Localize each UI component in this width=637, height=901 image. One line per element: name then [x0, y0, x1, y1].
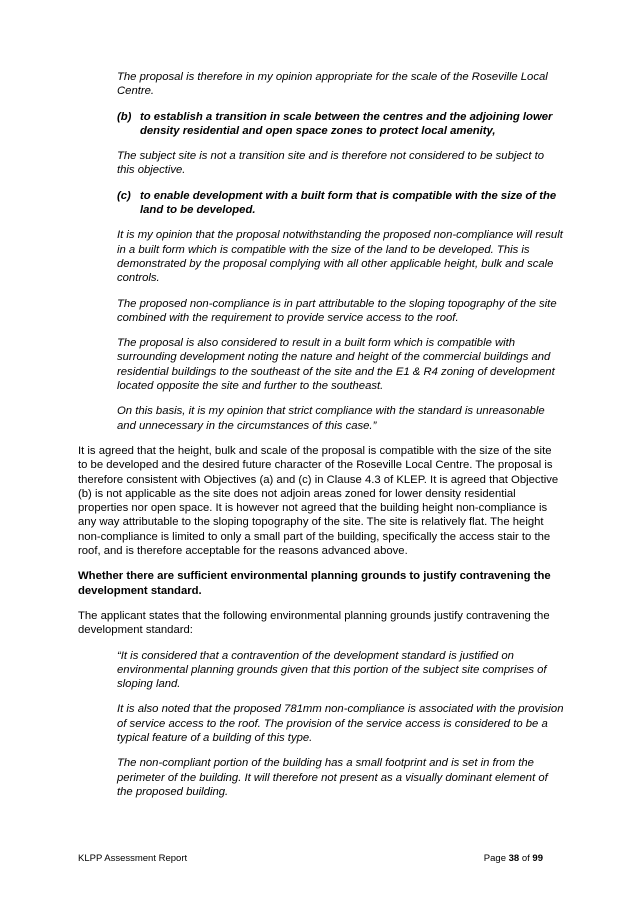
- quote-paragraph: The subject site is not a transition site and is therefore not considered to be subject to this objective.: [117, 150, 545, 177]
- section-heading: Whether there are sufficient environmental planning grounds to justify contravening the development standard.: [78, 570, 551, 597]
- page-prefix: Page: [483, 853, 506, 864]
- page-current: 38: [508, 853, 520, 864]
- quote-paragraph: The non-compliant portion of the building has a small footprint and is set in from the perimeter of the building. It will therefore not present as a visually dominant element of the proposed building.: [117, 757, 548, 798]
- quote-block-1: [117, 70, 564, 99]
- applicant-intro: The applicant states that the following environmental planning grounds justify contravening the development standard:: [78, 609, 550, 637]
- objective-b-text: to establish a transition in scale between the centres and the adjoining lower density residential and open space zones to protect local amenity,: [140, 110, 553, 137]
- objective-c-text: to enable development with a built form that is compatible with the size of the land to be developed.: [140, 189, 557, 217]
- objective-c: [117, 189, 564, 218]
- quote-paragraph: It is my opinion that the proposal notwithstanding the proposed non-compliance will result in a built form which is compatible with the size of the land to be developed. This is demonstrated by the proposal complying with all other applicable height, bulk and scale controls.: [117, 229, 563, 285]
- quote-paragraph: “It is considered that a contravention of the development standard is justified on environmental planning grounds given that this portion of the subject site comprises of sloping land.: [117, 649, 547, 691]
- quote-paragraph: The proposal is therefore in my opinion appropriate for the scale of the Roseville Local Centre.: [117, 71, 548, 98]
- page-total: 99: [532, 853, 543, 864]
- quote-paragraph: It is also noted that the proposed 781mm non-compliance is associated with the provision of service access to the roof. The provision of the service access is considered to be a typical feature of a building of this type.: [117, 703, 564, 744]
- page-of: of: [521, 853, 530, 864]
- quote-paragraph: The proposed non-compliance is in part attributable to the sloping topography of the site combined with the requirement to provide service access to the roof.: [117, 297, 557, 324]
- quote-paragraph: The proposal is also considered to result in a built form which is compatible with surrounding development noting the nature and height of the commercial buildings and residential buildings to the southeast of the site and the E1 & R4 zoning of development located opposite the site and further to the southeast.: [117, 337, 555, 393]
- page-footer: [78, 853, 543, 864]
- assessment-paragraph: It is agreed that the height, bulk and scale of the proposal is compatible with the size of the site to be developed and the desired future character of the Roseville Local Centre. The proposal is therefore consistent with Objectives (a) and (c) in Clause 4.3 of KLEP. It is agreed that Objective (b) is not applicable as the site does not adjoin areas zoned for lower density residential properties nor open space. It is however not agreed that the building height non-compliance is any way attributable to the sloping topography of the site. The site is relatively flat. The height non-compliance is limited to only a small part of the building, specifically the access stair to the roof, and is therefore acceptable for the reasons advanced above.: [78, 444, 559, 558]
- quote-paragraph: On this basis, it is my opinion that strict compliance with the standard is unreasonable and unnecessary in the circumstances of this case.”: [117, 405, 545, 432]
- objective-b-block: [117, 110, 564, 433]
- objective-b: [117, 110, 564, 139]
- objective-c-label: (c): [117, 189, 131, 202]
- objective-b-label: (b): [117, 110, 132, 123]
- footer-page-number: [484, 853, 543, 864]
- footer-report-name: KLPP Assessment Report: [78, 853, 188, 864]
- quote-block-4: [117, 649, 564, 800]
- page-content: [78, 70, 564, 810]
